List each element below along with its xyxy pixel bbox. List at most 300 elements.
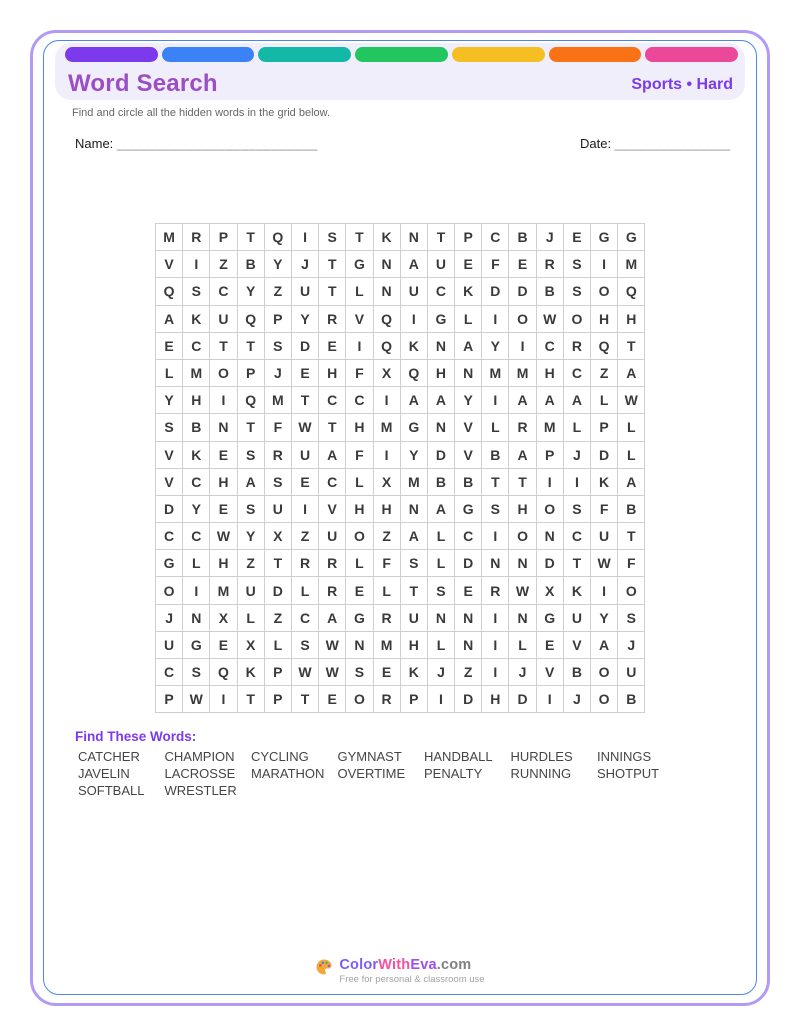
grid-cell: M bbox=[482, 360, 508, 386]
grid-cell: W bbox=[618, 387, 644, 413]
grid-cell: A bbox=[401, 387, 427, 413]
grid-cell: N bbox=[455, 360, 481, 386]
grid-cell: D bbox=[428, 442, 454, 468]
grid-cell: Q bbox=[238, 306, 264, 332]
grid-cell: E bbox=[537, 632, 563, 658]
grid-cell: L bbox=[428, 523, 454, 549]
grid-cell: U bbox=[618, 659, 644, 685]
grid-cell: X bbox=[210, 605, 236, 631]
grid-cell: N bbox=[374, 278, 400, 304]
grid-cell: T bbox=[238, 224, 264, 250]
grid-cell: E bbox=[292, 469, 318, 495]
grid-cell: W bbox=[292, 659, 318, 685]
date-field bbox=[580, 136, 731, 151]
grid-cell: W bbox=[183, 686, 209, 712]
grid-cell: I bbox=[591, 577, 617, 603]
grid-cell: I bbox=[428, 686, 454, 712]
grid-cell: C bbox=[564, 523, 590, 549]
grid-cell: I bbox=[210, 686, 236, 712]
grid-cell: Q bbox=[265, 224, 291, 250]
grid-cell: V bbox=[156, 469, 182, 495]
grid-cell: O bbox=[346, 523, 372, 549]
grid-cell: O bbox=[618, 577, 644, 603]
grid-cell: A bbox=[455, 333, 481, 359]
grid-cell: I bbox=[591, 251, 617, 277]
grid-cell: A bbox=[428, 496, 454, 522]
grid-cell: I bbox=[292, 496, 318, 522]
grid-cell: A bbox=[591, 632, 617, 658]
grid-cell: E bbox=[156, 333, 182, 359]
grid-cell: Y bbox=[455, 387, 481, 413]
grid-cell: I bbox=[509, 333, 535, 359]
grid-cell: J bbox=[564, 686, 590, 712]
footer bbox=[0, 957, 800, 985]
grid-cell: U bbox=[428, 251, 454, 277]
grid-cell: H bbox=[591, 306, 617, 332]
grid-cell: I bbox=[346, 333, 372, 359]
grid-cell: I bbox=[401, 306, 427, 332]
grid-cell: X bbox=[537, 577, 563, 603]
word-item: JAVELIN bbox=[78, 766, 130, 781]
word-item: PENALTY bbox=[424, 766, 483, 781]
grid-cell: T bbox=[482, 469, 508, 495]
grid-cell: G bbox=[428, 306, 454, 332]
grid-cell: A bbox=[618, 360, 644, 386]
grid-cell: V bbox=[319, 496, 345, 522]
grid-cell: Y bbox=[292, 306, 318, 332]
grid-cell: P bbox=[401, 686, 427, 712]
grid-cell: U bbox=[265, 496, 291, 522]
grid-cell: B bbox=[564, 659, 590, 685]
grid-cell: M bbox=[401, 469, 427, 495]
grid-cell: H bbox=[482, 686, 508, 712]
grid-cell: Q bbox=[618, 278, 644, 304]
grid-cell: J bbox=[618, 632, 644, 658]
grid-cell: A bbox=[319, 605, 345, 631]
category-difficulty-label: Sports • Hard bbox=[631, 76, 733, 93]
grid-cell: N bbox=[183, 605, 209, 631]
grid-cell: D bbox=[156, 496, 182, 522]
grid-cell: S bbox=[156, 414, 182, 440]
grid-cell: E bbox=[455, 577, 481, 603]
grid-cell: G bbox=[183, 632, 209, 658]
grid-cell: T bbox=[210, 333, 236, 359]
grid-cell: M bbox=[374, 632, 400, 658]
grid-cell: Y bbox=[238, 278, 264, 304]
grid-cell: R bbox=[265, 442, 291, 468]
grid-cell: R bbox=[319, 577, 345, 603]
grid-cell: K bbox=[401, 333, 427, 359]
grid-cell: T bbox=[401, 577, 427, 603]
grid-cell: P bbox=[537, 442, 563, 468]
grid-cell: B bbox=[509, 224, 535, 250]
grid-cell: D bbox=[509, 686, 535, 712]
grid-cell: T bbox=[319, 278, 345, 304]
grid-cell: D bbox=[292, 333, 318, 359]
grid-cell: I bbox=[183, 577, 209, 603]
grid-cell: T bbox=[509, 469, 535, 495]
grid-cell: L bbox=[183, 550, 209, 576]
grid-cell: Y bbox=[591, 605, 617, 631]
grid-cell: N bbox=[210, 414, 236, 440]
grid-cell: M bbox=[265, 387, 291, 413]
grid-cell: S bbox=[238, 496, 264, 522]
grid-cell: L bbox=[156, 360, 182, 386]
grid-cell: B bbox=[428, 469, 454, 495]
grid-cell: T bbox=[346, 224, 372, 250]
grid-cell: P bbox=[210, 224, 236, 250]
word-item: GYMNAST bbox=[337, 749, 402, 764]
grid-cell: O bbox=[509, 523, 535, 549]
grid-cell: T bbox=[618, 523, 644, 549]
grid-cell: C bbox=[210, 278, 236, 304]
grid-cell: E bbox=[346, 577, 372, 603]
grid-cell: U bbox=[401, 605, 427, 631]
grid-cell: V bbox=[537, 659, 563, 685]
grid-cell: H bbox=[346, 496, 372, 522]
grid-cell: Z bbox=[455, 659, 481, 685]
word-item: SOFTBALL bbox=[78, 783, 145, 798]
grid-cell: L bbox=[346, 469, 372, 495]
grid-cell: Y bbox=[183, 496, 209, 522]
grid-cell: I bbox=[183, 251, 209, 277]
grid-cell: H bbox=[618, 306, 644, 332]
palette-icon bbox=[315, 958, 333, 981]
color-pill bbox=[355, 47, 448, 62]
grid-cell: T bbox=[319, 251, 345, 277]
grid-cell: F bbox=[591, 496, 617, 522]
grid-cell: T bbox=[319, 414, 345, 440]
grid-cell: V bbox=[346, 306, 372, 332]
word-item: HANDBALL bbox=[424, 749, 493, 764]
grid-cell: S bbox=[238, 442, 264, 468]
grid-cell: C bbox=[292, 605, 318, 631]
grid-cell: H bbox=[210, 550, 236, 576]
grid-cell: J bbox=[509, 659, 535, 685]
grid-cell: N bbox=[455, 605, 481, 631]
grid-cell: H bbox=[346, 414, 372, 440]
grid-cell: P bbox=[265, 306, 291, 332]
color-pill bbox=[65, 47, 158, 62]
word-item: RUNNING bbox=[510, 766, 572, 781]
grid-cell: E bbox=[374, 659, 400, 685]
grid-cell: V bbox=[156, 442, 182, 468]
grid-cell: R bbox=[482, 577, 508, 603]
grid-cell: T bbox=[292, 387, 318, 413]
grid-cell: I bbox=[374, 442, 400, 468]
grid-cell: L bbox=[238, 605, 264, 631]
grid-cell: D bbox=[265, 577, 291, 603]
grid-cell: X bbox=[265, 523, 291, 549]
grid-cell: S bbox=[265, 333, 291, 359]
grid-cell: W bbox=[319, 659, 345, 685]
grid-cell: M bbox=[537, 414, 563, 440]
grid-cell: K bbox=[238, 659, 264, 685]
grid-cell: E bbox=[210, 496, 236, 522]
grid-cell: O bbox=[591, 278, 617, 304]
grid-cell: C bbox=[319, 387, 345, 413]
grid-cell: B bbox=[455, 469, 481, 495]
grid-cell: I bbox=[482, 632, 508, 658]
find-words-heading: Find These Words: bbox=[75, 729, 197, 744]
grid-cell: M bbox=[183, 360, 209, 386]
grid-cell: B bbox=[537, 278, 563, 304]
grid-cell: B bbox=[238, 251, 264, 277]
grid-cell: H bbox=[374, 496, 400, 522]
grid-cell: V bbox=[455, 414, 481, 440]
grid-cell: S bbox=[564, 251, 590, 277]
grid-cell: K bbox=[401, 659, 427, 685]
grid-cell: T bbox=[238, 686, 264, 712]
word-item: OVERTIME bbox=[337, 766, 406, 781]
grid-cell: Z bbox=[265, 605, 291, 631]
grid-cell: S bbox=[292, 632, 318, 658]
color-pill bbox=[162, 47, 255, 62]
grid-cell: D bbox=[455, 550, 481, 576]
grid-cell: L bbox=[428, 550, 454, 576]
grid-cell: C bbox=[537, 333, 563, 359]
grid-cell: G bbox=[455, 496, 481, 522]
grid-cell: W bbox=[319, 632, 345, 658]
grid-cell: O bbox=[509, 306, 535, 332]
grid-cell: T bbox=[618, 333, 644, 359]
brand-part: Color bbox=[339, 957, 379, 973]
color-pill bbox=[452, 47, 545, 62]
grid-cell: Q bbox=[210, 659, 236, 685]
grid-cell: L bbox=[509, 632, 535, 658]
grid-cell: O bbox=[564, 306, 590, 332]
grid-cell: I bbox=[210, 387, 236, 413]
grid-cell: N bbox=[346, 632, 372, 658]
grid-cell: C bbox=[428, 278, 454, 304]
grid-cell: E bbox=[292, 360, 318, 386]
grid-cell: Z bbox=[292, 523, 318, 549]
grid-cell: U bbox=[238, 577, 264, 603]
grid-cell: M bbox=[374, 414, 400, 440]
grid-cell: L bbox=[618, 414, 644, 440]
name-blank-line: __________________________ bbox=[116, 136, 318, 151]
grid-cell: S bbox=[346, 659, 372, 685]
grid-cell: O bbox=[210, 360, 236, 386]
grid-cell: C bbox=[346, 387, 372, 413]
grid-cell: L bbox=[292, 577, 318, 603]
date-label: Date: bbox=[580, 136, 612, 151]
grid-cell: V bbox=[156, 251, 182, 277]
grid-cell: Z bbox=[238, 550, 264, 576]
grid-cell: Z bbox=[591, 360, 617, 386]
grid-cell: H bbox=[210, 469, 236, 495]
grid-cell: L bbox=[455, 306, 481, 332]
brand-block bbox=[339, 957, 484, 985]
grid-cell: N bbox=[537, 523, 563, 549]
grid-cell: C bbox=[564, 360, 590, 386]
grid-cell: M bbox=[210, 577, 236, 603]
grid-cell: A bbox=[319, 442, 345, 468]
grid-cell: L bbox=[591, 387, 617, 413]
grid-cell: L bbox=[428, 632, 454, 658]
grid-cell: W bbox=[292, 414, 318, 440]
grid-cell: Q bbox=[591, 333, 617, 359]
grid-cell: K bbox=[455, 278, 481, 304]
grid-cell: H bbox=[428, 360, 454, 386]
grid-cell: Q bbox=[156, 278, 182, 304]
grid-cell: I bbox=[537, 686, 563, 712]
grid-cell: E bbox=[210, 632, 236, 658]
grid-cell: N bbox=[428, 414, 454, 440]
grid-cell: I bbox=[482, 306, 508, 332]
word-item: INNINGS bbox=[597, 749, 652, 764]
grid-cell: I bbox=[482, 659, 508, 685]
grid-cell: L bbox=[618, 442, 644, 468]
grid-cell: Z bbox=[374, 523, 400, 549]
grid-cell: A bbox=[564, 387, 590, 413]
word-search-grid bbox=[155, 223, 645, 713]
word-item: LACROSSE bbox=[164, 766, 236, 781]
grid-cell: N bbox=[401, 224, 427, 250]
grid-cell: W bbox=[210, 523, 236, 549]
grid-cell: O bbox=[346, 686, 372, 712]
grid-cell: U bbox=[210, 306, 236, 332]
grid-cell: Q bbox=[401, 360, 427, 386]
grid-cell: E bbox=[455, 251, 481, 277]
grid-cell: A bbox=[428, 387, 454, 413]
grid-cell: S bbox=[618, 605, 644, 631]
grid-cell: O bbox=[537, 496, 563, 522]
grid-cell: Y bbox=[238, 523, 264, 549]
grid-cell: E bbox=[319, 686, 345, 712]
grid-cell: S bbox=[564, 278, 590, 304]
grid-cell: N bbox=[374, 251, 400, 277]
grid-cell: I bbox=[564, 469, 590, 495]
grid-cell: N bbox=[482, 550, 508, 576]
grid-cell: K bbox=[591, 469, 617, 495]
grid-cell: C bbox=[319, 469, 345, 495]
grid-cell: Y bbox=[265, 251, 291, 277]
grid-cell: B bbox=[183, 414, 209, 440]
grid-cell: R bbox=[374, 686, 400, 712]
grid-cell: Y bbox=[401, 442, 427, 468]
grid-cell: Q bbox=[374, 333, 400, 359]
grid-cell: T bbox=[238, 414, 264, 440]
grid-cell: G bbox=[618, 224, 644, 250]
grid-cell: R bbox=[183, 224, 209, 250]
grid-cell: K bbox=[564, 577, 590, 603]
word-item: CYCLING bbox=[251, 749, 309, 764]
brand-part: .com bbox=[436, 957, 472, 973]
grid-cell: M bbox=[509, 360, 535, 386]
grid-cell: V bbox=[455, 442, 481, 468]
grid-cell: P bbox=[238, 360, 264, 386]
date-blank-line: _______________ bbox=[614, 136, 731, 151]
grid-cell: B bbox=[618, 496, 644, 522]
grid-cell: J bbox=[428, 659, 454, 685]
page-title: Word Search bbox=[68, 70, 218, 97]
grid-cell: L bbox=[374, 577, 400, 603]
grid-cell: G bbox=[591, 224, 617, 250]
word-item: MARATHON bbox=[251, 766, 325, 781]
grid-cell: N bbox=[428, 605, 454, 631]
grid-cell: B bbox=[618, 686, 644, 712]
grid-cell: M bbox=[156, 224, 182, 250]
grid-cell: J bbox=[265, 360, 291, 386]
grid-cell: A bbox=[401, 523, 427, 549]
grid-cell: A bbox=[156, 306, 182, 332]
grid-cell: R bbox=[537, 251, 563, 277]
footer-tagline: Free for personal & classroom use bbox=[339, 974, 485, 985]
grid-cell: I bbox=[482, 387, 508, 413]
grid-cell: K bbox=[183, 306, 209, 332]
grid-cell: U bbox=[156, 632, 182, 658]
grid-cell: F bbox=[482, 251, 508, 277]
grid-cell: G bbox=[346, 605, 372, 631]
grid-cell: I bbox=[482, 605, 508, 631]
grid-cell: U bbox=[564, 605, 590, 631]
color-pill bbox=[549, 47, 642, 62]
grid-cell: Q bbox=[238, 387, 264, 413]
color-pill bbox=[645, 47, 738, 62]
grid-cell: S bbox=[319, 224, 345, 250]
grid-cell: L bbox=[346, 278, 372, 304]
grid-cell: R bbox=[509, 414, 535, 440]
grid-cell: C bbox=[156, 659, 182, 685]
grid-cell: U bbox=[401, 278, 427, 304]
grid-cell: S bbox=[428, 577, 454, 603]
grid-cell: R bbox=[292, 550, 318, 576]
grid-cell: O bbox=[591, 686, 617, 712]
color-bar bbox=[65, 47, 738, 62]
grid-cell: R bbox=[374, 605, 400, 631]
brand-text bbox=[339, 957, 484, 973]
grid-cell: J bbox=[537, 224, 563, 250]
grid-cell: G bbox=[537, 605, 563, 631]
grid-cell: G bbox=[346, 251, 372, 277]
grid-cell: S bbox=[183, 278, 209, 304]
grid-cell: D bbox=[455, 686, 481, 712]
grid-cell: J bbox=[564, 442, 590, 468]
grid-cell: P bbox=[265, 659, 291, 685]
grid-cell: H bbox=[509, 496, 535, 522]
grid-cell: D bbox=[591, 442, 617, 468]
grid-cell: T bbox=[564, 550, 590, 576]
grid-cell: N bbox=[428, 333, 454, 359]
grid-cell: F bbox=[346, 442, 372, 468]
grid-cell: H bbox=[183, 387, 209, 413]
grid-cell: P bbox=[455, 224, 481, 250]
grid-cell: D bbox=[509, 278, 535, 304]
instructions-text: Find and circle all the hidden words in the grid below. bbox=[72, 107, 331, 119]
grid-cell: U bbox=[591, 523, 617, 549]
grid-cell: C bbox=[183, 469, 209, 495]
grid-cell: N bbox=[455, 632, 481, 658]
grid-cell: Z bbox=[265, 278, 291, 304]
grid-cell: P bbox=[265, 686, 291, 712]
grid-cell: W bbox=[591, 550, 617, 576]
grid-cell: C bbox=[455, 523, 481, 549]
grid-cell: E bbox=[210, 442, 236, 468]
grid-cell: L bbox=[265, 632, 291, 658]
grid-cell: S bbox=[401, 550, 427, 576]
grid-cell: I bbox=[482, 523, 508, 549]
grid-cell: R bbox=[564, 333, 590, 359]
grid-cell: W bbox=[509, 577, 535, 603]
grid-cell: P bbox=[156, 686, 182, 712]
grid-cell: E bbox=[509, 251, 535, 277]
grid-cell: J bbox=[156, 605, 182, 631]
grid-cell: A bbox=[537, 387, 563, 413]
word-list bbox=[78, 750, 684, 797]
color-pill bbox=[258, 47, 351, 62]
grid-cell: T bbox=[428, 224, 454, 250]
